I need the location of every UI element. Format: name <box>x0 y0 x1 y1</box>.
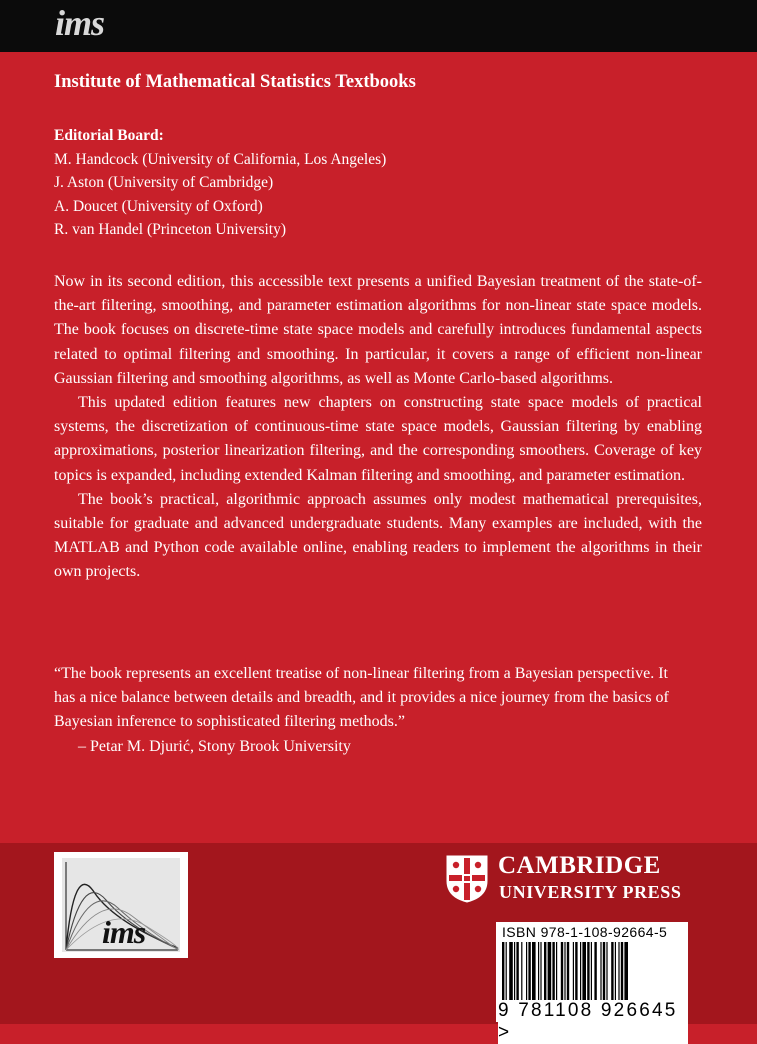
barcode <box>496 922 688 1043</box>
series-title: Institute of Mathematical Statistics Textbooks <box>54 72 416 92</box>
editorial-board-heading: Editorial Board: <box>54 127 164 144</box>
publisher-name: CAMBRIDGE <box>498 852 661 879</box>
quote-text: “The book represents an excellent treatise of non-linear filtering from a Bayesian perspective. It has a nice balance between details and breadth, and it provides a nice journey from the basics of Bayesian inference to sophisticated filtering methods.” <box>54 665 669 731</box>
board-member: J. Aston (University of Cambridge) <box>54 174 274 191</box>
board-member: M. Handcock (University of California, Los Angeles) <box>54 150 387 168</box>
publisher-subtitle: UNIVERSITY PRESS <box>499 882 682 902</box>
quote-attribution: – Petar M. Djurić, Stony Brook University <box>78 737 351 755</box>
editorial-board <box>54 124 386 242</box>
description-paragraph: The book’s practical, algorithmic approach assumes only modest mathematical prerequisites, suitable for graduate and advanced undergraduate students. Many examples are included, with the MATLAB and Python code available online, enabling readers to implement the algorithms in their own projects. <box>54 490 702 581</box>
board-member: A. Doucet (University of Oxford) <box>54 197 263 215</box>
top-band <box>0 0 757 52</box>
description-paragraph: Now in its second edition, this accessible text presents a unified Bayesian treatment of the state-of-the-art filtering, smoothing, and parameter estimation algorithms for non-linear state space models. The book focuses on discrete-time state space models and carefully introduces fundamental aspects related to optimal filtering and smoothing. In particular, it covers a range of efficient non-linear Gaussian filtering and smoothing algorithms, as well as Monte Carlo-based algorithms. <box>54 273 702 387</box>
book-description <box>54 270 702 585</box>
ean-digits: 9 781108 926645 > <box>498 1000 688 1044</box>
board-member: R. van Handel (Princeton University) <box>54 221 287 238</box>
isbn-label: ISBN 978-1-108-92664-5 <box>502 924 668 940</box>
description-paragraph: This updated edition features new chapters on constructing state space models of practical systems, the discretization of continuous-time state space models, Gaussian filtering by enabling approximations, posterior linearization filtering, and the corresponding smoothers. Coverage of key topics is expanded, including extended Kalman filtering and smoothing, and parameter estimation. <box>54 394 702 484</box>
review-quote <box>54 662 674 759</box>
ims-logo <box>54 852 188 958</box>
ims-logo-text: ims <box>102 914 146 950</box>
ims-header-logo: ims <box>55 3 105 43</box>
cambridge-shield-icon <box>446 855 488 903</box>
